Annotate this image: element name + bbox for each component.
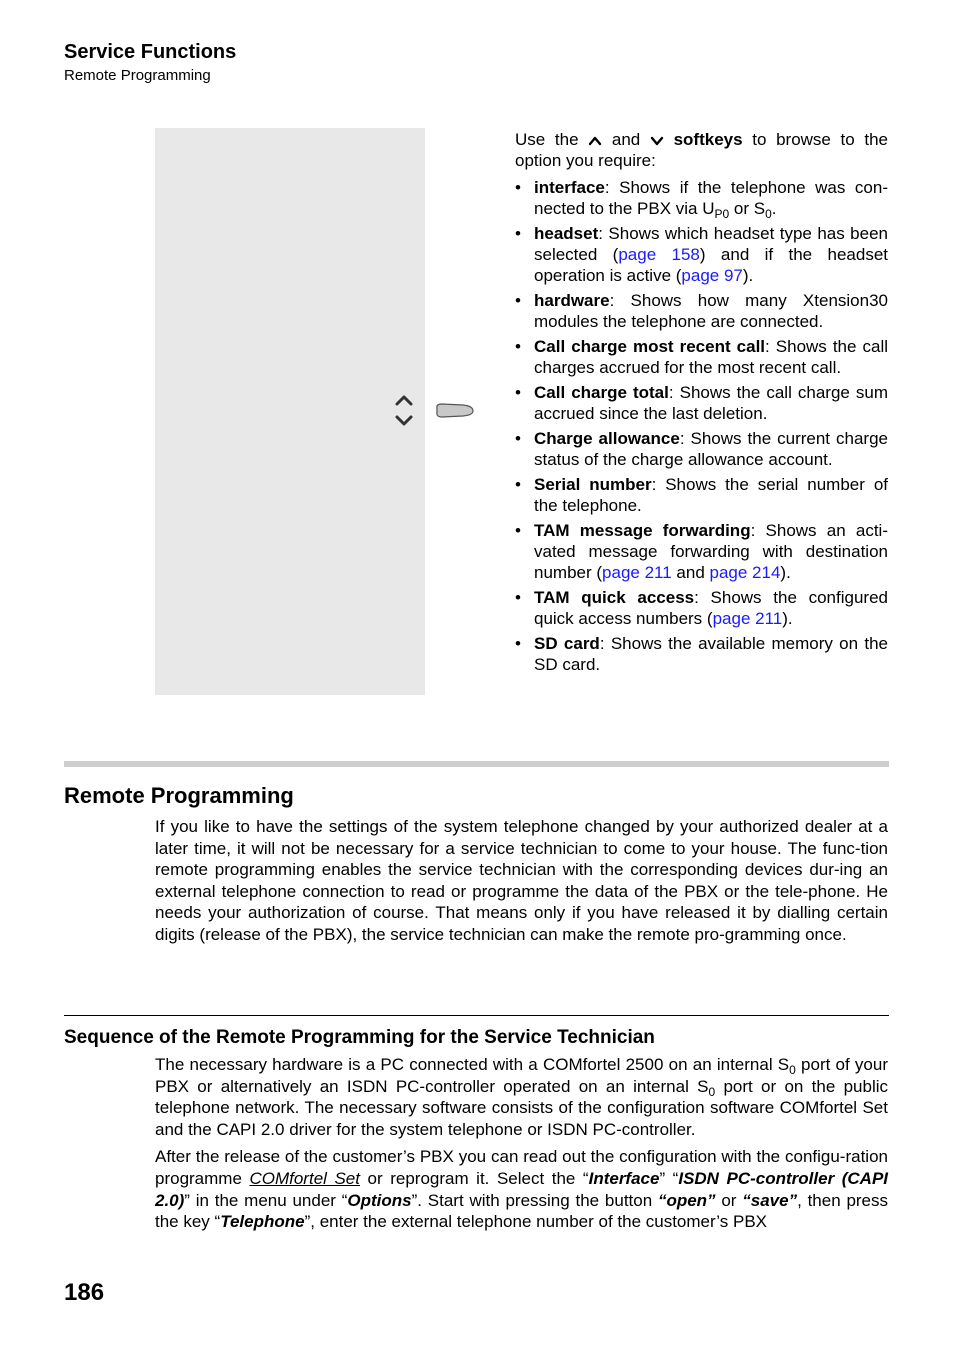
chevron-up-icon <box>588 135 602 147</box>
comfortel-set-link[interactable]: COMfortel Set <box>249 1168 360 1188</box>
procedure-paragraph: After the release of the customer’s PBX you can read out the configuration with the configu-ration programme COMfortel Set or reprogram it. Select the “Interface” “ISDN PC-controller (CAPI 2.0)” in the menu under “Options”. Start with pressing the button “open” or “save”, then press the key “Telephone”, enter the external telephone number of the customer’s PBX <box>155 1147 889 1232</box>
page-link[interactable]: page 211 <box>712 609 783 628</box>
option-headset: • headset: Shows which headset type has been selected (page 158) and if the headset operation is active (page 97). <box>515 224 888 285</box>
intro-paragraph: Use the and softkeys to browse to the option you require: <box>515 130 889 170</box>
sequence-body <box>155 1054 888 1239</box>
option-interface: • interface: Shows if the telephone was con-nected to the PBX via $U_{P0}$ or $S_0$. <box>515 178 888 221</box>
option-call-charge-recent: • Call charge most recent call: Shows the call charges accrued for the most recent call. <box>515 337 888 377</box>
chevron-up-down-icon <box>393 393 415 429</box>
page-link[interactable]: page 214 <box>709 563 781 582</box>
option-serial-number: • Serial number: Shows the serial number of the telephone. <box>515 475 888 515</box>
section-divider <box>64 761 889 767</box>
remote-programming-paragraph: If you like to have the settings of the system telephone changed by your authorized dealer at a later time, it will not be necessary for a service technician to come to your house. The func-tion remote programming enables the service technician with the corresponding devices dur-ing an external telephone connection to read or programme the data of the PBX or the tele-phone. He needs your authorization of course. That means only if you have released it by dialling certain digits (release of the PBX), the service technician can make the remote pro-gramming once. <box>155 817 888 944</box>
option-tam-message-forwarding: • TAM message forwarding: Shows an acti-vated message forwarding with destination number (page 211 and page 214). <box>515 521 888 582</box>
softkey-button-icon <box>433 403 475 421</box>
sequence-heading: Sequence of the Remote Programming for the Service Technician <box>64 1027 655 1048</box>
option-tam-quick-access: • TAM quick access: Shows the configured quick access numbers (page 211). <box>515 588 888 628</box>
chevron-down-icon <box>650 135 664 147</box>
subsection-divider <box>64 1015 889 1016</box>
option-sd-card: • SD card: Shows the available memory on the SD card. <box>515 634 889 674</box>
page-link[interactable]: page 211 <box>602 563 672 582</box>
option-charge-allowance: • Charge allowance: Shows the current charge status of the charge allowance account. <box>515 429 888 469</box>
section-header-title: Service Functions <box>64 41 237 63</box>
option-hardware: • hardware: Shows how many Xtension30 modules the telephone are connected. <box>515 291 888 331</box>
page-link[interactable]: page 158 <box>618 245 700 264</box>
remote-programming-heading: Remote Programming <box>64 783 294 808</box>
option-list <box>515 177 888 675</box>
softkey-instructions <box>515 129 888 679</box>
hardware-paragraph: The necessary hardware is a PC connected with a COMfortel 2500 on an internal $S_0$ port of your PBX or alternatively an ISDN PC-controller operated on an internal $S_0$ port or on the public telephone network. The necessary software consists of the configuration software COMfortel Set and the CAPI 2.0 driver for the system telephone or ISDN PC-controller. <box>155 1055 889 1139</box>
page-number: 186 <box>64 1279 105 1306</box>
page-link[interactable]: page 97 <box>681 266 743 285</box>
phone-display-panel <box>155 128 425 695</box>
option-call-charge-total: • Call charge total: Shows the call charge sum accrued since the last deletion. <box>515 383 888 423</box>
section-header-subtitle: Remote Programming <box>64 67 211 84</box>
